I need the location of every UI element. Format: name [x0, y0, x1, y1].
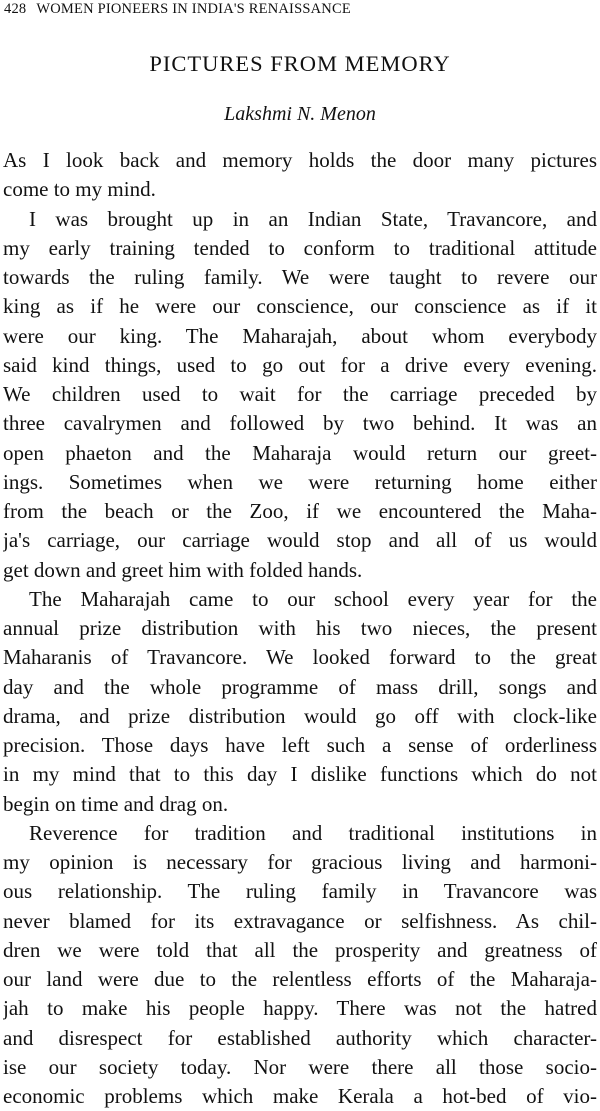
text-line: never blamed for its extravagance or selfishness. As chil- [3, 908, 597, 933]
text-line: ise our society today. Nor were there all those socio- [3, 1054, 597, 1079]
text-line: As I look back and memory holds the door many pictures [3, 148, 597, 172]
text-line: my early training tended to conform to traditional attitude [3, 235, 597, 260]
text-line: three cavalrymen and followed by two behind. It was an [3, 411, 597, 436]
running-head [4, 0, 351, 18]
text-line: We children used to wait for the carriage preceded by [3, 382, 597, 406]
text-line: in my mind that to this day I dislike functions which do not [3, 762, 597, 787]
text-line: precision. Those days have left such a sense of orderliness [3, 733, 597, 757]
text-line: king as if he were our conscience, our conscience as if it [3, 294, 597, 319]
text-line: Reverence for tradition and traditional institutions in [29, 820, 597, 845]
text-line: day and the whole programme of mass drill, songs and [3, 674, 597, 699]
text-line: jah to make his people happy. There was not the hatred [3, 996, 597, 1021]
text-line: ja's carriage, our carriage would stop and all of us would [3, 528, 597, 553]
article-title: PICTURES FROM MEMORY [149, 51, 451, 76]
article-author: Lakshmi N. Menon [224, 103, 376, 125]
text-line: dren we were told that all the prosperity and greatness of [3, 937, 597, 962]
text-line: open phaeton and the Maharaja would return our greet- [3, 440, 597, 465]
text-line: come to my mind. [3, 177, 156, 202]
text-line: begin on time and drag on. [3, 791, 229, 816]
text-line: my opinion is necessary for gracious living and harmoni- [3, 850, 597, 874]
text-line: drama, and prize distribution would go off with clock-like [3, 703, 597, 728]
page-number: 428 [4, 1, 27, 17]
text-line: Maharanis of Travancore. We looked forward to the great [3, 645, 597, 670]
text-line: ous relationship. The ruling family in Travancore was [3, 879, 597, 904]
text-line: from the beach or the Zoo, if we encountered the Maha- [3, 499, 597, 523]
text-line: towards the ruling family. We were taught to revere our [3, 265, 597, 289]
body-text [3, 146, 597, 1111]
text-line: were our king. The Maharajah, about whom everybody [3, 323, 597, 348]
text-line: said kind things, used to go out for a drive every evening. [3, 352, 597, 377]
text-line: The Maharajah came to our school every year for the [29, 586, 597, 611]
text-line: annual prize distribution with his two nieces, the present [3, 616, 597, 640]
text-line: get down and greet him with folded hands. [3, 557, 363, 582]
text-line: our land were due to the relentless efforts of the Maharaja- [3, 967, 597, 991]
text-line: ings. Sometimes when we were returning home either [3, 469, 597, 494]
text-line: I was brought up in an Indian State, Travancore, and [29, 206, 597, 231]
text-line: and disrespect for established authority which character- [3, 1025, 597, 1050]
text-line: economic problems which make Kerala a hot-bed of vio- [3, 1084, 597, 1108]
book-title: WOMEN PIONEERS IN INDIA'S RENAISSANCE [36, 1, 351, 17]
